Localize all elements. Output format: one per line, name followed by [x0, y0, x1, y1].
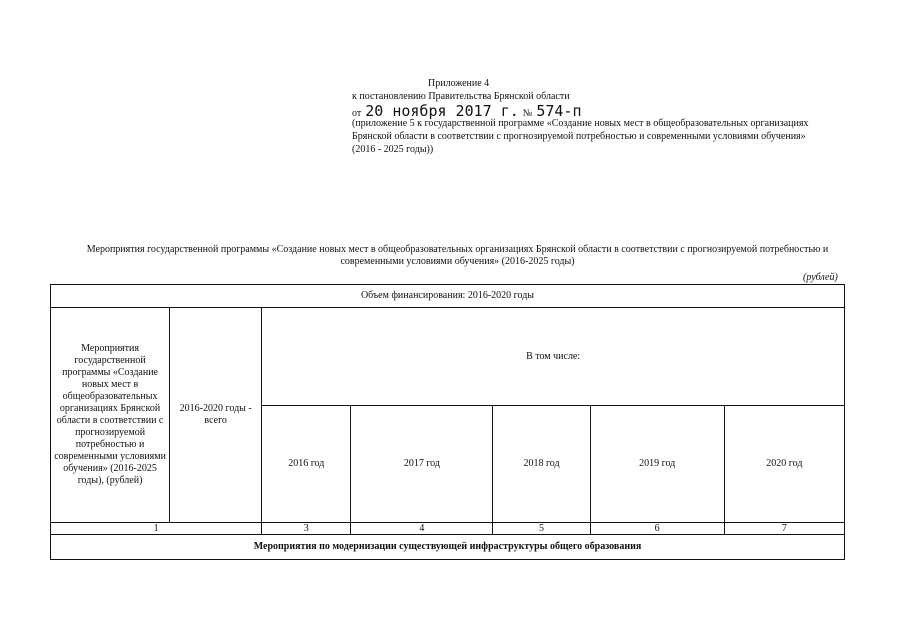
appendix-title: Приложение 4	[428, 78, 490, 89]
date-prefix: от	[352, 108, 362, 119]
column-number-3: 3	[262, 523, 351, 535]
appendix-reference: к постановлению Правительства Брянской области	[352, 91, 570, 102]
financing-table	[50, 284, 845, 560]
year-header-2017: 2017 год	[351, 406, 493, 523]
column-number-6: 6	[590, 523, 724, 535]
column-number-5: 5	[493, 523, 590, 535]
column-number-4: 4	[351, 523, 493, 535]
including-header: В том числе:	[262, 308, 845, 406]
total-column-header: 2016-2020 годы - всего	[170, 308, 262, 523]
document-title: Мероприятия государственной программы «Создание новых мест в общеобразовательных организациях Брянской области в соответствии с прогнозируемой потребностью и современными условиями обучения» (2016-2025 годы)	[86, 244, 829, 267]
column-number-1: 1	[51, 523, 262, 535]
units-label: (рублей)	[803, 272, 838, 283]
year-header-2016: 2016 год	[262, 406, 351, 523]
appendix-note: (приложение 5 к государственной программе «Создание новых мест в общеобразовательных организациях Брянской области в соответствии с прогнозируемой потребностью и современными условиями обучения» (2016 - 2025 годы))	[352, 118, 809, 155]
year-header-2018: 2018 год	[493, 406, 590, 523]
year-header-2019: 2019 год	[590, 406, 724, 523]
year-header-2020: 2020 год	[724, 406, 844, 523]
section-title-row: Мероприятия по модернизации существующей инфраструктуры общего образования	[51, 535, 845, 560]
decree-number: 574-п	[536, 102, 582, 120]
program-activities-header: Мероприятия государственной программы «Создание новых мест в общеобразовательных организациях Брянской области в соответствии с прогнозируемой потребностью и современными условиями обучения» (2016-2025 годы), (рублей)	[51, 308, 170, 523]
financing-header: Объем финансирования: 2016-2020 годы	[51, 285, 845, 308]
number-prefix: №	[522, 108, 533, 119]
decree-date: 20 ноября 2017 г.	[365, 102, 519, 120]
column-number-7: 7	[724, 523, 844, 535]
